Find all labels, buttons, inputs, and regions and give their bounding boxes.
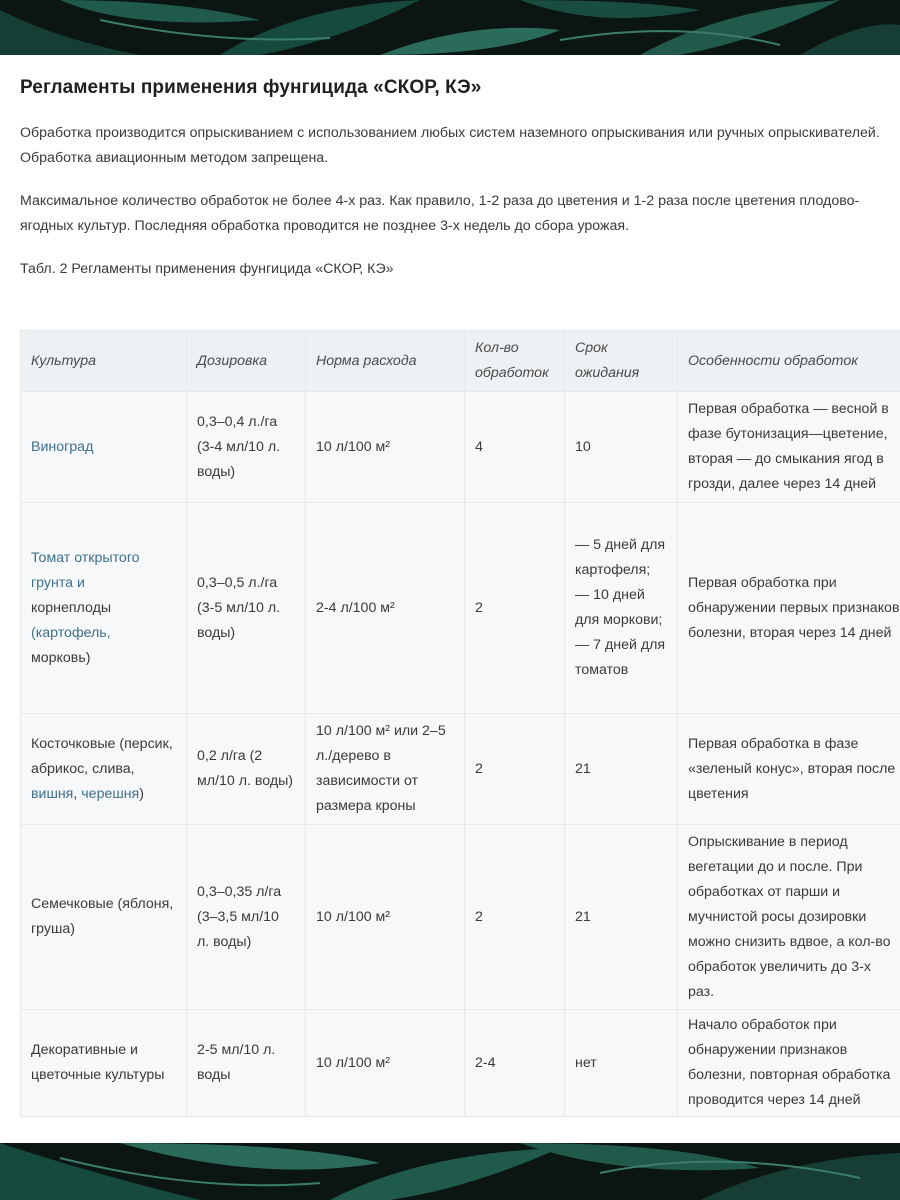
header-count: Кол-во обработок bbox=[465, 331, 565, 392]
crop-link-potato[interactable]: (картофель, bbox=[31, 624, 111, 641]
cell-crop: Семечковые (яблоня, груша) bbox=[21, 825, 187, 1010]
table-caption: Табл. 2 Регламенты применения фунгицида «СКОР, КЭ» bbox=[20, 261, 394, 277]
cell-notes: Начало обработок при обнаружении признаков болезни, повторная обработка проводится через 14 дней bbox=[678, 1010, 900, 1117]
table-row bbox=[21, 1010, 900, 1117]
crop-link-tomato-2[interactable]: грунта и bbox=[31, 574, 85, 591]
cell-rate: 10 л/100 м² bbox=[306, 392, 465, 503]
crop-text-roots: корнеплоды bbox=[31, 599, 112, 616]
crop-separator: , bbox=[73, 785, 78, 802]
cell-dose: 0,3–0,4 л./га (3-4 мл/10 л. воды) bbox=[187, 392, 306, 503]
header-dose: Дозировка bbox=[187, 331, 306, 392]
leaf-background-top bbox=[0, 0, 900, 55]
cell-wait: нет bbox=[565, 1010, 678, 1117]
crop-link-tomato[interactable]: Томат открытого bbox=[31, 549, 140, 566]
cell-notes: Первая обработка в фазе «зеленый конус», вторая после цветения bbox=[678, 714, 900, 825]
regulations-table bbox=[20, 330, 900, 1117]
table-row bbox=[21, 825, 900, 1010]
cell-crop bbox=[21, 392, 187, 503]
table-row bbox=[21, 503, 900, 714]
header-notes: Особенности обработок bbox=[678, 331, 900, 392]
cell-dose: 0,3–0,35 л/га (3–3,5 мл/10 л. воды) bbox=[187, 825, 306, 1010]
cell-dose: 0,3–0,5 л./га (3-5 мл/10 л. воды) bbox=[187, 503, 306, 714]
crop-text-stone-fruit: Косточковые (персик, абрикос, слива, bbox=[31, 735, 173, 777]
document-page bbox=[0, 55, 900, 1143]
cell-wait: 10 bbox=[565, 392, 678, 503]
cell-wait: 21 bbox=[565, 714, 678, 825]
crop-text-carrot: морковь) bbox=[31, 649, 91, 666]
table-row bbox=[21, 714, 900, 825]
crop-link-grape[interactable]: Виноград bbox=[31, 438, 94, 455]
cell-notes: Первая обработка при обнаружении первых признаков болезни, вторая через 14 дней bbox=[678, 503, 900, 714]
cell-count: 2-4 bbox=[465, 1010, 565, 1117]
header-crop: Культура bbox=[21, 331, 187, 392]
cell-dose: 2-5 мл/10 л. воды bbox=[187, 1010, 306, 1117]
cell-crop bbox=[21, 503, 187, 714]
cell-rate: 10 л/100 м² bbox=[306, 1010, 465, 1117]
cell-count: 2 bbox=[465, 714, 565, 825]
cell-notes: Первая обработка — весной в фазе бутонизация—цветение, вторая — до смыкания ягод в грозди, далее через 14 дней bbox=[678, 392, 900, 503]
cell-wait: — 5 дней для картофеля; — 10 дней для моркови; — 7 дней для томатов bbox=[565, 503, 678, 714]
crop-paren: ) bbox=[139, 785, 144, 802]
leaf-background-bottom bbox=[0, 1143, 900, 1200]
page-title: Регламенты применения фунгицида «СКОР, КЭ» bbox=[20, 77, 482, 98]
cell-crop: Декоративные и цветочные культуры bbox=[21, 1010, 187, 1117]
header-rate: Норма расхода bbox=[306, 331, 465, 392]
crop-link-cherry[interactable]: вишня bbox=[31, 785, 74, 802]
cell-count: 4 bbox=[465, 392, 565, 503]
paragraph-method: Обработка производится опрыскиванием с использованием любых систем наземного опрыскивания или ручных опрыскивателей. Обработка авиационным методом запрещена. bbox=[20, 125, 880, 166]
cell-count: 2 bbox=[465, 503, 565, 714]
cell-dose: 0,2 л/га (2 мл/10 л. воды) bbox=[187, 714, 306, 825]
paragraph-count: Максимальное количество обработок не более 4-х раз. Как правило, 1-2 раза до цветения и 1-2 раза после цветения плодово-ягодных культур. Последняя обработка проводится не позднее 3-х недель до сбора урожая. bbox=[20, 193, 860, 234]
cell-wait: 21 bbox=[565, 825, 678, 1010]
cell-notes: Опрыскивание в период вегетации до и после. При обработках от парши и мучнистой росы дозировки можно снизить вдвое, а кол-во обработок увеличить до 3-х раз. bbox=[678, 825, 900, 1010]
cell-rate: 10 л/100 м² или 2–5 л./дерево в зависимости от размера кроны bbox=[306, 714, 465, 825]
table-header-row bbox=[21, 331, 900, 392]
table-row bbox=[21, 392, 900, 503]
crop-link-sweet-cherry[interactable]: черешня bbox=[81, 785, 140, 802]
cell-count: 2 bbox=[465, 825, 565, 1010]
cell-rate: 10 л/100 м² bbox=[306, 825, 465, 1010]
cell-crop bbox=[21, 714, 187, 825]
cell-rate: 2-4 л/100 м² bbox=[306, 503, 465, 714]
header-wait: Срок ожидания bbox=[565, 331, 678, 392]
